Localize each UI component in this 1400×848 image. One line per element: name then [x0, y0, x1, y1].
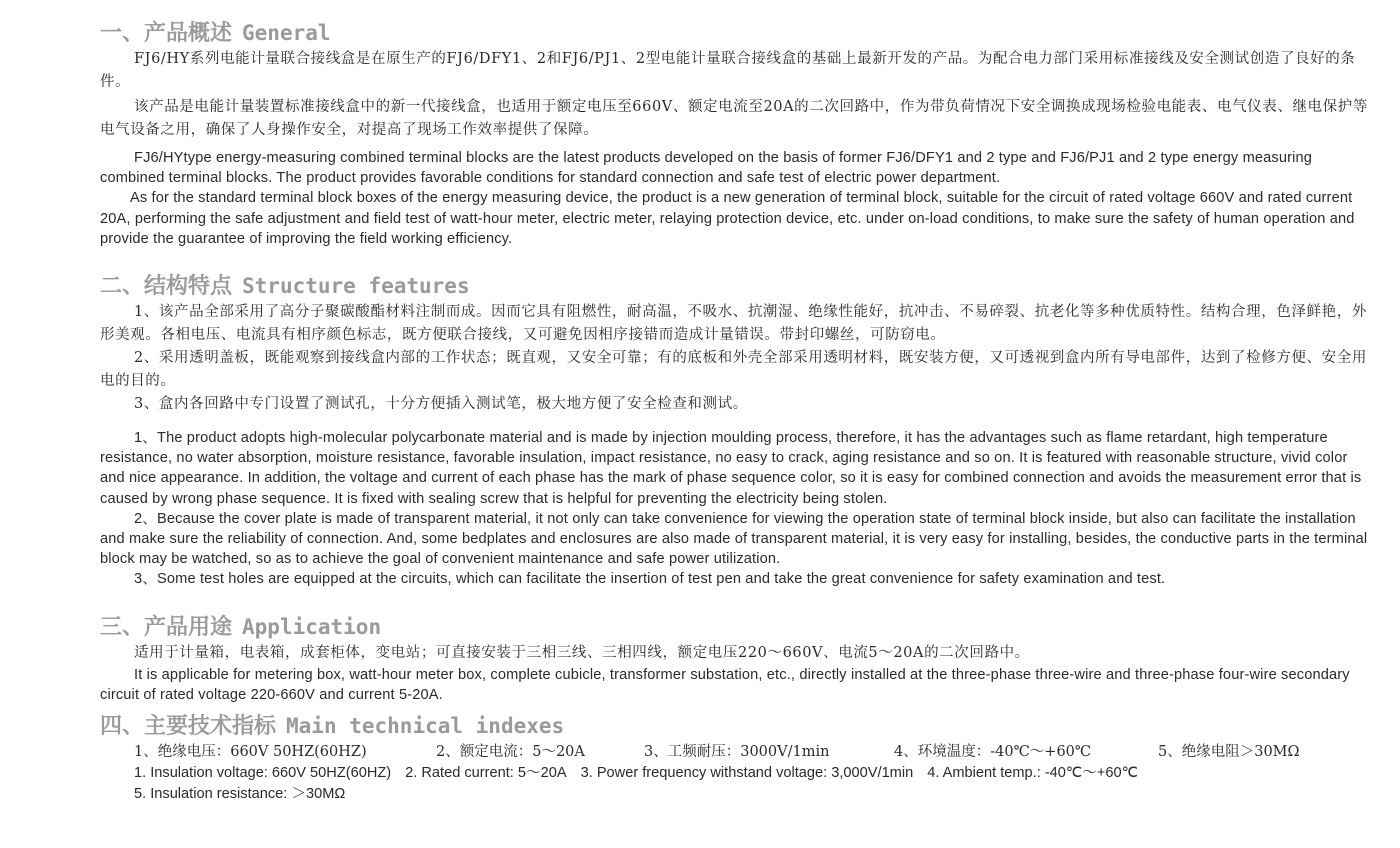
spec-zh-insulation-resistance: 5、绝缘电阻＞30MΩ	[1158, 744, 1300, 761]
heading-en: Application	[242, 614, 382, 639]
spec-zh-ambient-temp: 4、环境温度：-40℃～+60℃	[894, 744, 1092, 761]
general-en-paragraph-1: FJ6/HYtype energy-measuring combined terminal blocks are the latest products developed on the basis of former FJ6/DFY1 and 2 type and FJ6/PJ1 and 2 type energy measuring combined terminal blocks. The product provides favorable conditions for standard connection and safe test of electric power department.	[100, 150, 1313, 187]
section-general	[100, 18, 1370, 249]
spec-zh-rated-current: 2、额定电流：5～20A	[436, 744, 585, 761]
section-heading-technical	[100, 711, 1370, 741]
heading-zh: 四、主要技术指标	[100, 713, 277, 740]
structure-zh-item-1: 1、该产品全部采用了高分子聚碳酸酯材料注制而成。因而它具有阻燃性，耐高温，不吸水、抗潮湿、绝缘性能好，抗冲击、不易碎裂、抗老化等多种优质特性。结构合理，色泽鲜艳，外形美观。各相电压、电流具有相序颜色标志，既方便联合接线，又可避免因相序接错而造成计量错误。带封印螺丝，可防窃电。	[100, 304, 1367, 344]
spec-en-insulation-voltage: 1. Insulation voltage: 660V 50HZ(60HZ)	[134, 765, 392, 782]
section-heading-structure	[100, 271, 1370, 301]
structure-en-item-3: 3、Some test holes are equipped at the circuits, which can facilitate the insertion of test pen and take the great convenience for safety examination and test.	[134, 571, 1166, 588]
heading-zh: 三、产品用途	[100, 613, 233, 640]
heading-en: Structure features	[242, 274, 470, 299]
structure-zh-item-2: 2、采用透明盖板，既能观察到接线盒内部的工作状态；既直观，又安全可靠；有的底板和外壳全部采用透明材料，既安装方便，又可透视到盒内所有导电部件，达到了检修方便、安全用电的目的。	[100, 350, 1367, 390]
spec-en-withstand-voltage: 3. Power frequency withstand voltage: 3,000V/1min	[580, 765, 914, 782]
spec-zh-withstand-voltage: 3、工频耐压：3000V/1min	[644, 744, 830, 761]
section-structure	[100, 271, 1370, 590]
structure-en-item-2: 2、Because the cover plate is made of transparent material, it not only can take convenience for viewing the operation state of terminal block inside, but also can facilitate the installation and make sure the reliability of connection. And, some bedplates and enclosures are also made of transparent material, it is very easy for installing, besides, the conductive parts in the terminal block may be watched, so as to achieve the goal of convenient maintenance and safe power utilization.	[100, 510, 1368, 568]
technical-en-specs	[100, 763, 1370, 784]
heading-en: General	[242, 21, 331, 45]
application-zh-paragraph: 适用于计量箱，电表箱，成套柜体，变电站；可直接安装于三相三线、三相四线，额定电压220～660V、电流5～20A的二次回路中。	[134, 644, 1030, 661]
application-en-paragraph: It is applicable for metering box, watt-hour meter box, complete cubicle, transformer substation, etc., directly installed at the three-phase three-wire and three-phase four-wire secondary circuit of rated voltage 220-660V and current 5-20A.	[100, 666, 1350, 703]
section-heading-application	[100, 612, 1370, 642]
section-application	[100, 612, 1370, 705]
general-zh-paragraph-2: 该产品是电能计量装置标准接线盒中的新一代接线盒，也适用于额定电压至660V、额定电流至20A的二次回路中，作为带负荷情况下安全调换成现场检验电能表、电气仪表、继电保护等电气设备之用，确保了人身操作安全，对提高了现场工作效率提供了保障。	[100, 99, 1368, 138]
document-page	[100, 18, 1370, 804]
heading-zh: 二、结构特点	[100, 273, 233, 300]
section-heading-general	[100, 18, 1370, 48]
technical-zh-specs	[100, 741, 1370, 763]
structure-zh-item-3: 3、盒内各回路中专门设置了测试孔，十分方便插入测试笔，极大地方便了安全检查和测试。	[134, 396, 748, 413]
general-en-paragraph-2: As for the standard terminal block boxes of the energy measuring device, the product is a new generation of terminal block, suitable for the circuit of rated voltage 660V and rated current 20A, performing the safe adjustment and field test of watt-hour meter, electric meter, relaying protection device, etc. under on-load conditions, to make sure the safety of human operation and provide the guarantee of improving the field working efficiency.	[100, 190, 1355, 247]
spec-en-ambient-temp: 4. Ambient temp.: -40℃～+60℃	[927, 765, 1139, 782]
spec-en-insulation-resistance: 5. Insulation resistance: ＞30MΩ	[134, 785, 346, 802]
general-zh-paragraph-1: FJ6/HY系列电能计量联合接线盒是在原生产的FJ6/DFY1、2和FJ6/PJ1、2型电能计量联合接线盒的基础上最新开发的产品。为配合电力部门采用标准接线及安全测试创造了良好的条件。	[100, 51, 1356, 90]
structure-en-item-1: 1、The product adopts high-molecular polycarbonate material and is made by injection moulding process, therefore, it has the advantages such as flame retardant, high temperature resistance, no water absorption, moisture resistance, favorable insulation, impact resistance, no easy to crack, aging resistance and so on. It is featured with reasonable structure, vivid color and nice appearance. In addition, the voltage and current of each phase has the mark of phase sequence color, so it is easy for combined connection and avoids the measurement error that is caused by wrong phase sequence. It is fixed with sealing screw that is helpful for preventing the electricity being stolen.	[100, 430, 1362, 507]
heading-en: Main technical indexes	[286, 714, 565, 739]
spec-en-rated-current: 2. Rated current: 5～20A	[405, 765, 567, 782]
heading-zh: 一、产品概述	[100, 20, 233, 46]
technical-en-specs-2	[100, 784, 1370, 805]
spec-zh-insulation-voltage: 1、绝缘电压：660V 50HZ(60HZ)	[134, 744, 367, 761]
section-technical	[100, 711, 1370, 804]
